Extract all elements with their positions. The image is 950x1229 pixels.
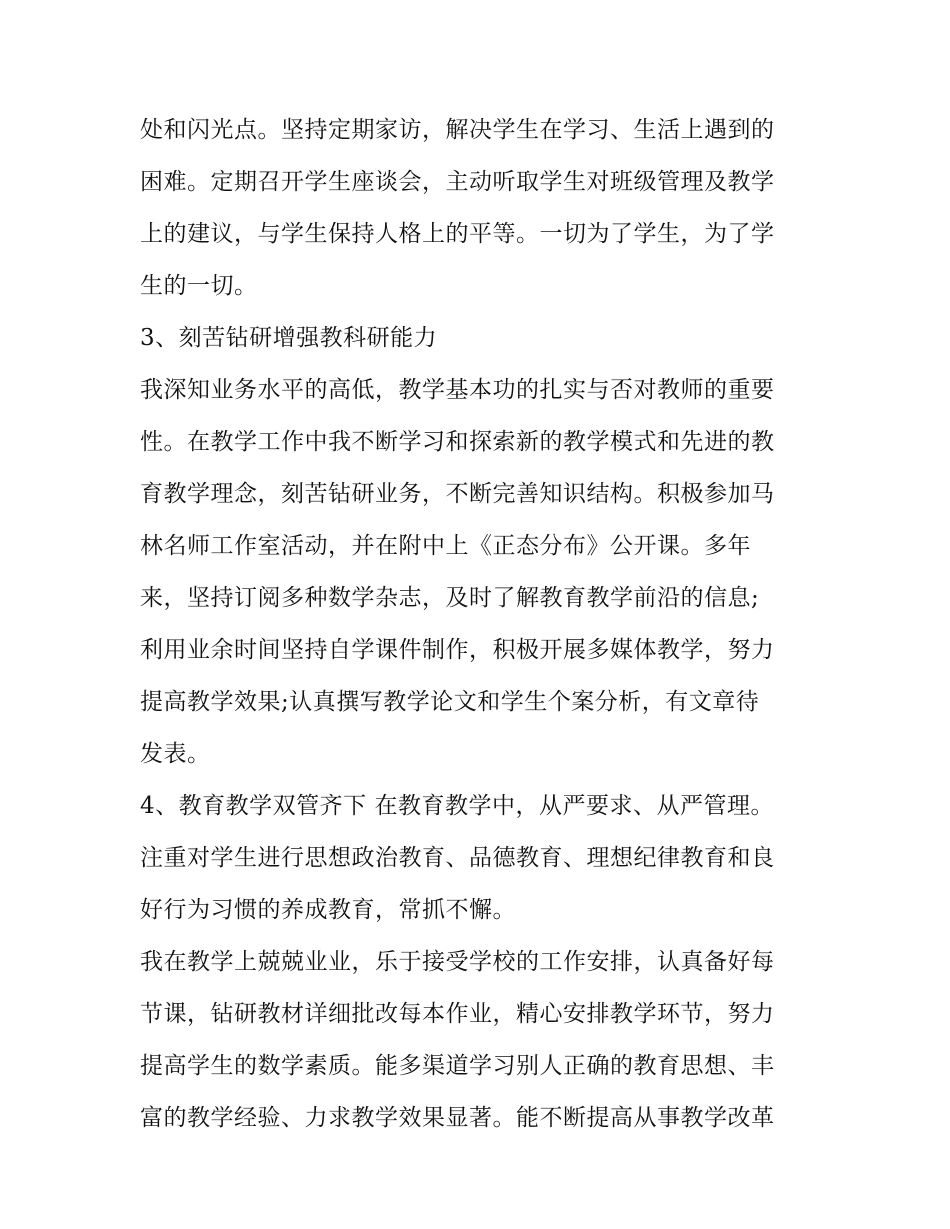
text-line: 好行为习惯的养成教育，常抓不懈。 [140, 897, 516, 923]
text-line: 发表。 [140, 741, 211, 767]
document-body [140, 104, 820, 1144]
text-line: 提高学生的数学素质。能多渠道学习别人正确的教育思想、丰 [140, 1053, 775, 1079]
text-line: 我在教学上兢兢业业，乐于接受学校的工作安排，认真备好每 [140, 949, 775, 975]
text-line: 注重对学生进行思想政治教育、品德教育、理想纪律教育和良 [140, 845, 775, 871]
text-line: 来，坚持订阅多种数学杂志，及时了解教育教学前沿的信息; [140, 585, 760, 611]
text-line: 利用业余时间坚持自学课件制作，积极开展多媒体教学，努力 [140, 637, 775, 663]
text-line: 困难。定期召开学生座谈会，主动听取学生对班级管理及教学 [140, 169, 775, 195]
text-line: 节课，钻研教材详细批改每本作业，精心安排教学环节，努力 [140, 1001, 775, 1027]
text-line: 提高教学效果;认真撰写教学论文和学生个案分析，有文章待 [140, 689, 760, 715]
text-line: 生的一切。 [140, 273, 258, 299]
section-heading: 4、教育教学双管齐下 在教育教学中，从严要求、从严管理。 [140, 793, 774, 819]
text-line: 我深知业务水平的高低，教学基本功的扎实与否对教师的重要 [140, 377, 775, 403]
text-line: 性。在教学工作中我不断学习和探索新的教学模式和先进的教 [140, 429, 775, 455]
text-line: 上的建议，与学生保持人格上的平等。一切为了学生，为了学 [140, 221, 775, 247]
text-line: 处和闪光点。坚持定期家访，解决学生在学习、生活上遇到的 [140, 117, 775, 143]
text-line: 富的教学经验、力求教学效果显著。能不断提高从事教学改革 [140, 1105, 775, 1131]
text-line: 林名师工作室活动，并在附中上《正态分布》公开课。多年 [140, 533, 751, 559]
text-line: 育教学理念，刻苦钻研业务，不断完善知识结构。积极参加马 [140, 481, 775, 507]
section-heading: 3、刻苦钻研增强教科研能力 [140, 325, 438, 351]
